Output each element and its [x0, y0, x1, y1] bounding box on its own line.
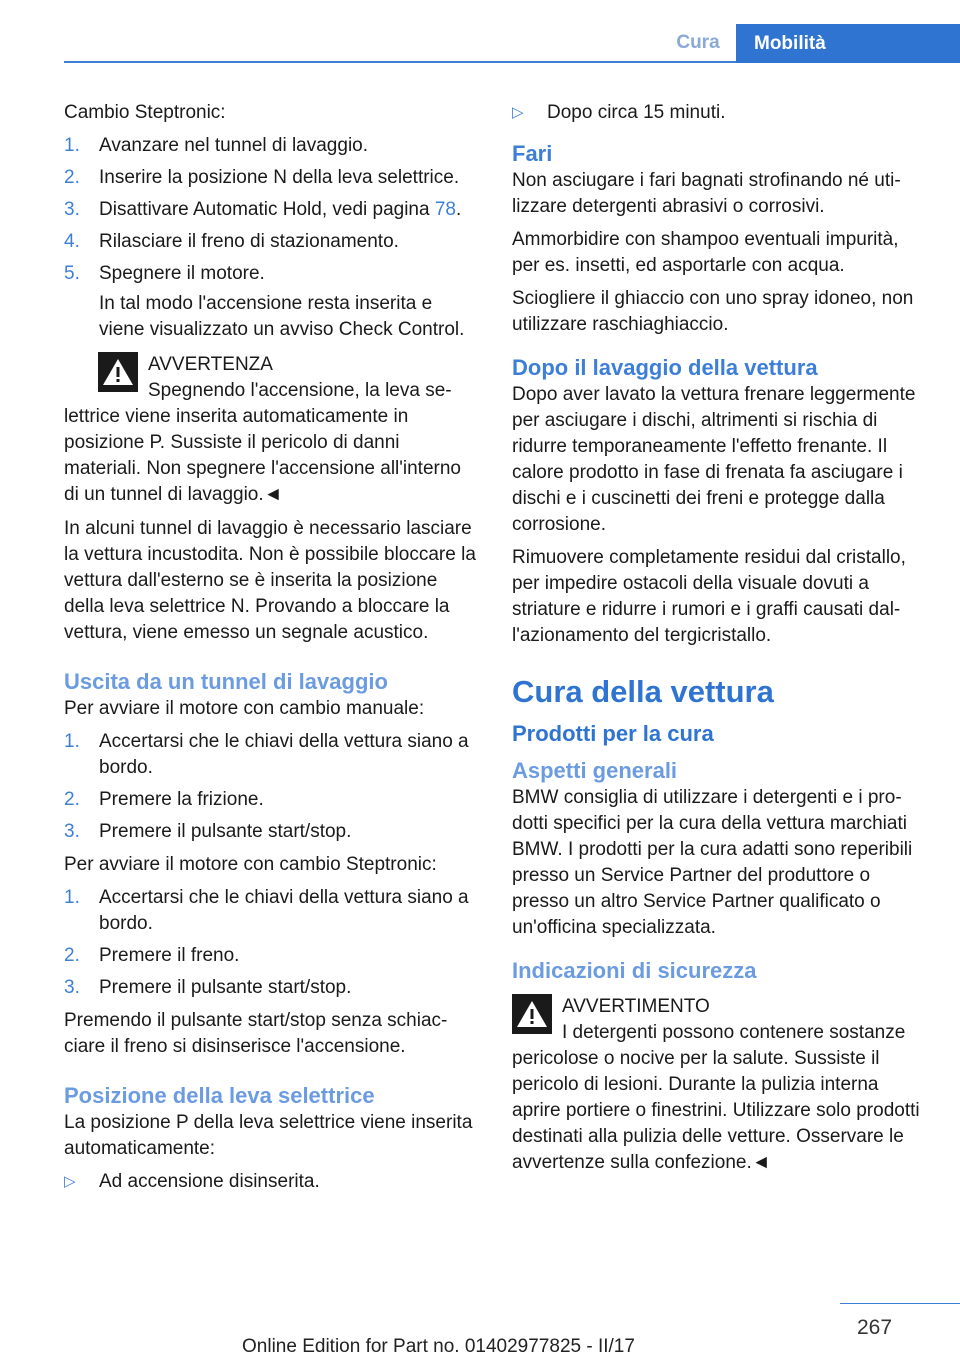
paragraph: Premendo il pulsante start/stop senza schiacciare il freno si disinserisce l'accensione.: [64, 1010, 448, 1057]
step-number: 3.: [64, 199, 80, 220]
steptronic-steps-list: [64, 885, 478, 1001]
list-item: [64, 197, 478, 223]
step-number: 2.: [64, 167, 80, 188]
warning-text: I detergenti possono contenere sostanze pericolose o nocive per la salute. Sussiste il pericolo di lesioni. Durante la pulizia interna aprire portiere o finestrini. Utilizzare solo prodotti destinati alla pulizia delle vetture. Osservare le avvertenze sulla confezione.◄: [512, 1022, 920, 1173]
page-link[interactable]: 78: [434, 199, 456, 220]
list-item: [64, 729, 478, 781]
bullet-arrow-icon: ▷: [512, 104, 524, 121]
bullet-text: Ad accensione disinserita.: [99, 1171, 320, 1192]
step-text: Disattivare Automatic Hold, vedi pagina: [99, 199, 435, 220]
footer-rule: [840, 1303, 960, 1304]
warning-text: Spegnendo l'accensione, la leva selettrice viene inserita automaticamente in posizione P. Sussiste il pericolo di danni materiali. Non spegnere l'accensione all'interno di un tunnel di lavaggio.◄: [64, 380, 461, 505]
condition-list: [512, 100, 928, 126]
step-number: 2.: [64, 789, 80, 810]
step-number: 5.: [64, 263, 80, 284]
paragraph: Non asciugare i fari bagnati strofinando né utilizzare detergenti abrasivi o corrosivi.: [512, 170, 901, 217]
step-number: 3.: [64, 821, 80, 842]
heading-care-products: Prodotti per la cura: [512, 721, 714, 746]
list-item: [64, 261, 478, 343]
list-item: [64, 943, 478, 969]
list-item: [64, 819, 478, 845]
paragraph: Per avviare il motore con cambio manuale:: [64, 698, 425, 719]
right-column: [512, 100, 928, 1184]
step-text: Avanzare nel tunnel di lavaggio.: [99, 135, 369, 156]
list-item: [64, 1169, 478, 1195]
left-column: [64, 100, 478, 1202]
step-number: 2.: [64, 945, 80, 966]
step-text: Rilasciare il freno di stazionamento.: [99, 231, 399, 252]
paragraph: In alcuni tunnel di lavaggio è necessario lasciare la vettura incustodita. Non è possibile bloccare la vettura dall'esterno se è inserita la posizione della leva selettrice N. Provando a bloccare la vettura, viene emesso un segnale acustico.: [64, 518, 476, 643]
edition-footer: Online Edition for Part no. 01402977825 - II/17: [242, 1336, 635, 1357]
warning-box: [512, 994, 928, 1176]
step-number: 3.: [64, 977, 80, 998]
warning-triangle-icon: [512, 994, 552, 1034]
step-subtext: In tal modo l'accensione resta inserita e viene visualizzato un avviso Check Control.: [99, 293, 465, 340]
bullet-text: Dopo circa 15 minuti.: [547, 102, 726, 123]
step-number: 1.: [64, 887, 80, 908]
paragraph: Rimuovere completamente residui dal cristallo, per impedire ostacoli della visuale dovuti a striature e ridurre i rumori e i graffi causati dall'azionamento del tergicristallo.: [512, 547, 906, 646]
manual-steps-list: [64, 729, 478, 845]
heading-general-aspects: Aspetti generali: [512, 758, 678, 783]
step-text: Spegnere il motore.: [99, 263, 265, 284]
step-text: Accertarsi che le chiavi della vettura siano a bordo.: [99, 887, 469, 934]
step-text-end: .: [455, 199, 462, 220]
heading-exit-tunnel: Uscita da un tunnel di lavaggio: [64, 669, 388, 694]
list-item: [64, 885, 478, 937]
warning-box: [64, 352, 478, 508]
step-number: 4.: [64, 231, 80, 252]
paragraph: La posizione P della leva selettrice viene inserita automaticamente:: [64, 1112, 473, 1159]
paragraph: BMW consiglia di utilizzare i detergenti e i prodotti specifici per la cura della vettura marchiati BMW. I prodotti per la cura adatti sono reperibili presso un Service Partner del produttore o presso un altro Service Partner qualificato o un'officina specializzata.: [512, 787, 913, 938]
heading-vehicle-care: Cura della vettura: [512, 674, 774, 709]
paragraph: Sciogliere il ghiaccio con uno spray idoneo, non utilizzare raschiaghiaccio.: [512, 288, 914, 335]
step-number: 1.: [64, 135, 80, 156]
step-text: Accertarsi che le chiavi della vettura siano a bordo.: [99, 731, 469, 778]
paragraph: Ammorbidire con shampoo eventuali impurità, per es. insetti, ed asportarle con acqua.: [512, 229, 899, 276]
tab-mobilita[interactable]: Mobilità: [736, 24, 960, 63]
wash-steps-list: [64, 133, 478, 343]
paragraph: Dopo aver lavato la vettura frenare leggermente per asciugare i dischi, altrimenti si rischia di ridurre temporaneamente l'effetto frenante. Il calore prodotto in fase di frenata fa asciugare i dischi e i cuscinetti dei freni e protegge dalla corrosione.: [512, 384, 916, 535]
warning-title: AVVERTENZA: [148, 354, 273, 375]
step-text: Premere il pulsante start/stop.: [99, 977, 352, 998]
heading-selector-position: Posizione della leva selettrice: [64, 1083, 375, 1108]
tab-cura[interactable]: Cura: [676, 31, 720, 53]
warning-triangle-icon: [98, 352, 138, 392]
step-number: 1.: [64, 731, 80, 752]
list-item: [512, 100, 928, 126]
steptronic-intro: Cambio Steptronic:: [64, 102, 226, 123]
step-text: Premere la frizione.: [99, 789, 264, 810]
step-text: Premere il freno.: [99, 945, 240, 966]
heading-safety: Indicazioni di sicurezza: [512, 958, 757, 983]
heading-fari: Fari: [512, 141, 553, 166]
list-item: [64, 975, 478, 1001]
warning-title: AVVERTIMENTO: [562, 996, 710, 1017]
list-item: [64, 787, 478, 813]
bullet-arrow-icon: ▷: [64, 1173, 76, 1190]
list-item: [64, 133, 478, 159]
paragraph: Per avviare il motore con cambio Steptronic:: [64, 854, 437, 875]
step-text: Premere il pulsante start/stop.: [99, 821, 352, 842]
list-item: [64, 229, 478, 255]
page-number: 267: [857, 1316, 893, 1339]
condition-list: [64, 1169, 478, 1195]
step-text: Inserire la posizione N della leva selettrice.: [99, 167, 460, 188]
list-item: [64, 165, 478, 191]
heading-after-wash: Dopo il lavaggio della vettura: [512, 355, 818, 380]
